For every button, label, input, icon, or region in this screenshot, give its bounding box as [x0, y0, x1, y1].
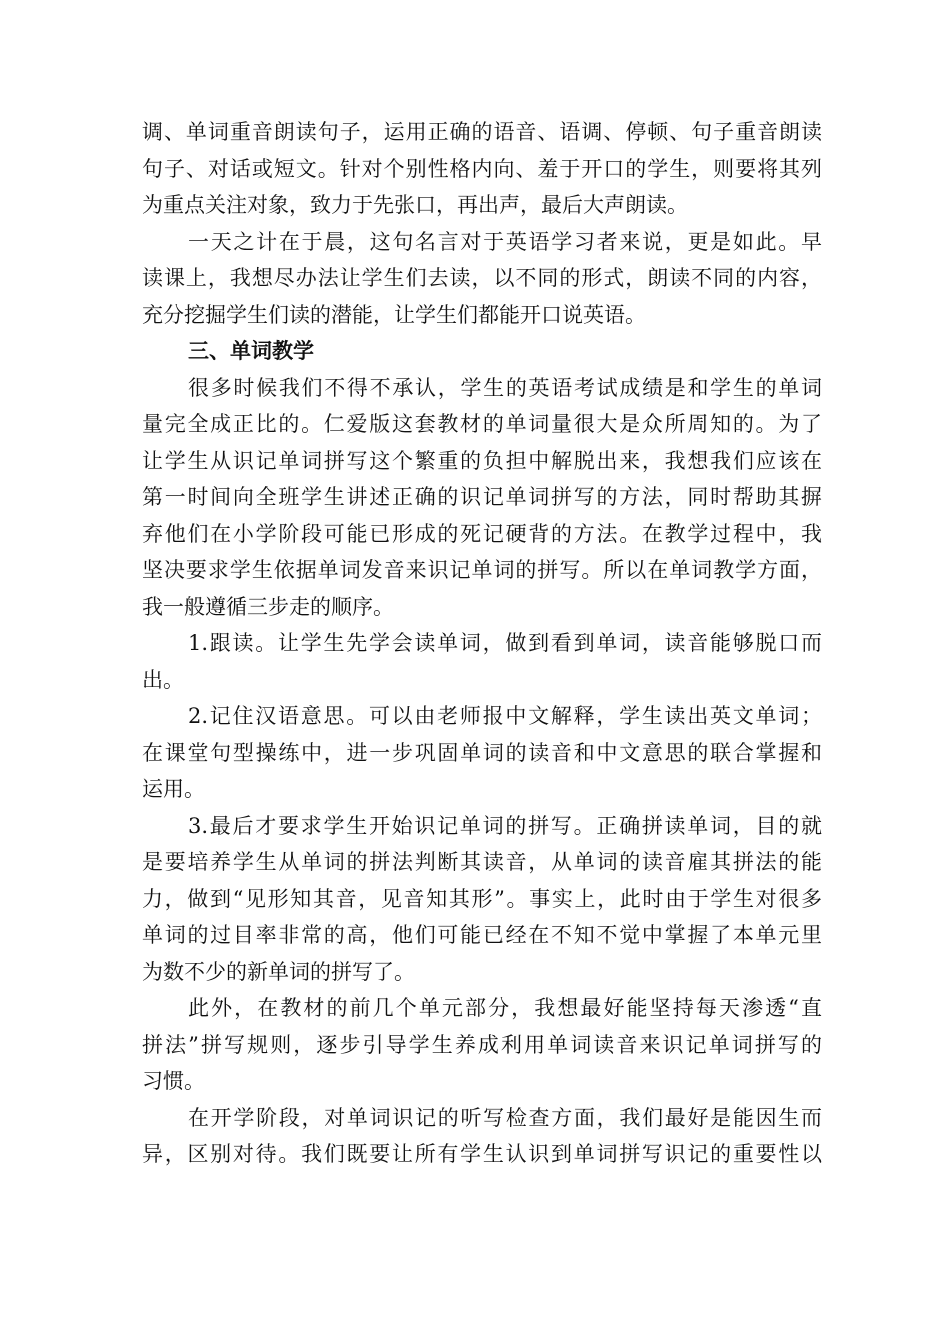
text-line: 句子、对话或短文。针对个别性格内向、羞于开口的学生，则要将其列: [142, 156, 822, 181]
text-line: 1.跟读。让学生先学会读单词，做到看到单词，读音能够脱口而: [188, 631, 822, 655]
text-line: 在课堂句型操练中，进一步巩固单词的读音和中文意思的联合掌握和: [142, 740, 822, 765]
text-line: 弃他们在小学阶段可能已形成的死记硬背的方法。在教学过程中，我: [142, 521, 822, 546]
text-line: 第一时间向全班学生讲述正确的识记单词拼写的方法，同时帮助其摒: [142, 485, 822, 509]
text-line: 调、单词重音朗读句子，运用正确的语音、语调、停顿、句子重音朗读: [142, 120, 822, 144]
text-line: 让学生从识记单词拼写这个繁重的负担中解脱出来，我想我们应该在: [142, 448, 822, 473]
text-line: 一天之计在于晨，这句名言对于英语学习者来说，更是如此。早: [188, 229, 822, 254]
section-heading: 三、单词教学: [188, 338, 314, 363]
text-line: 单词的过目率非常的高，他们可能已经在不知不觉中掌握了本单元里: [142, 923, 822, 947]
text-line: 为数不少的新单词的拼写了。: [142, 959, 415, 984]
text-line: 量完全成正比的。仁爱版这套教材的单词量很大是众所周知的。为了: [142, 412, 822, 436]
text-line: 2.记住汉语意思。可以由老师报中文解释，学生读出英文单词；: [188, 704, 822, 728]
text-line: 异，区别对待。我们既要让所有学生认识到单词拼写识记的重要性以: [142, 1142, 822, 1166]
text-line: 读课上，我想尽办法让学生们去读，以不同的形式，朗读不同的内容，: [142, 266, 822, 290]
text-line: 坚决要求学生依据单词发音来识记单词的拼写。所以在单词教学方面，: [142, 558, 822, 582]
text-line: 运用。: [142, 777, 205, 801]
text-line: 我一般遵循三步走的顺序。: [142, 594, 394, 619]
text-line: 出。: [142, 667, 184, 692]
text-line: 充分挖掘学生们读的潜能，让学生们都能开口说英语。: [142, 302, 646, 327]
text-line: 是要培养学生从单词的拼法判断其读音，从单词的读音雇其拼法的能: [142, 850, 822, 874]
text-line: 很多时候我们不得不承认，学生的英语考试成绩是和学生的单词: [188, 375, 822, 400]
text-line: 拼法”拼写规则，逐步引导学生养成利用单词读音来识记单词拼写的: [142, 1032, 822, 1057]
text-line: 此外，在教材的前几个单元部分，我想最好能坚持每天渗透“直: [188, 996, 822, 1020]
document-body: [142, 114, 822, 1173]
text-line: 习惯。: [142, 1069, 205, 1093]
text-line: 在开学阶段，对单词识记的听写检查方面，我们最好是能因生而: [188, 1105, 822, 1130]
text-line: 为重点关注对象，致力于先张口，再出声，最后大声朗读。: [142, 193, 688, 217]
text-line: 3.最后才要求学生开始识记单词的拼写。正确拼读单词，目的就: [188, 813, 822, 838]
text-line: 力，做到“见形知其音，见音知其形”。事实上，此时由于学生对很多: [142, 886, 822, 911]
